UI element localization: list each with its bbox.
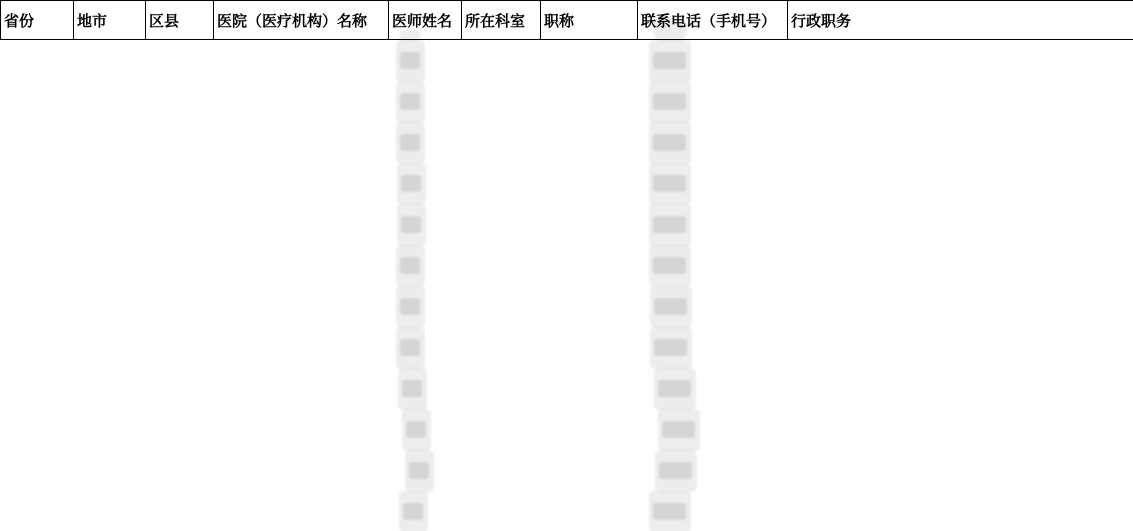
column-header-1: 省份 bbox=[1, 1, 74, 40]
column-header-8: 联系电话（手机号） bbox=[638, 1, 788, 40]
column-header-3: 区县 bbox=[146, 1, 214, 40]
column-header-4: 医院（医疗机构）名称 bbox=[214, 1, 389, 40]
column-header-5: 医师姓名 bbox=[389, 1, 462, 40]
column-header-7: 职称 bbox=[541, 1, 638, 40]
table-header-row bbox=[1, 1, 1133, 40]
column-header-6: 所在科室 bbox=[462, 1, 541, 40]
column-header-9: 行政职务 bbox=[788, 1, 1133, 40]
doctor-directory-table bbox=[0, 0, 1133, 40]
column-header-2: 地市 bbox=[74, 1, 146, 40]
